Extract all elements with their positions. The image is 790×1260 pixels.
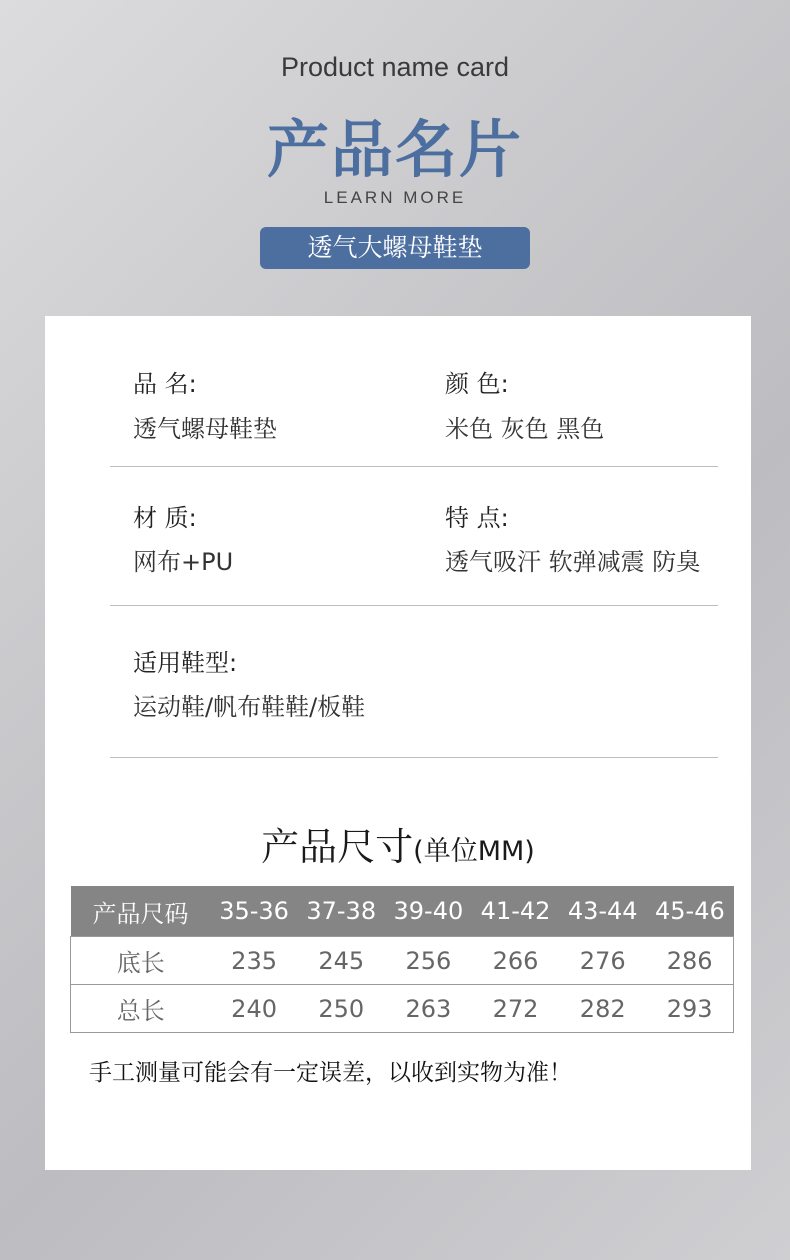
divider (110, 605, 718, 606)
divider (110, 757, 718, 758)
table-cell: 256 (385, 937, 472, 985)
size-section-title (45, 816, 751, 871)
size-unit-text: (单位MM) (413, 836, 535, 867)
color-label: 颜 色: (445, 370, 509, 398)
table-row (71, 937, 734, 985)
color-value: 米色 灰色 黑色 (445, 415, 605, 443)
table-header-cell: 37-38 (298, 886, 385, 937)
table-cell: 293 (646, 985, 733, 1033)
table-header-cell: 45-46 (646, 886, 733, 937)
learn-more-text: LEARN MORE (323, 188, 467, 207)
table-header-row (71, 886, 734, 937)
shoe-type-label: 适用鞋型: (133, 649, 238, 677)
table-cell: 286 (646, 937, 733, 985)
table-header-cell: 39-40 (385, 886, 472, 937)
size-title-text: 产品尺寸 (261, 825, 414, 869)
name-value: 透气螺母鞋垫 (133, 415, 277, 443)
feature-label: 特 点: (445, 504, 509, 532)
table-cell: 250 (298, 985, 385, 1033)
table-cell: 235 (211, 937, 298, 985)
table-cell: 276 (559, 937, 646, 985)
table-cell: 266 (472, 937, 559, 985)
product-badge: 透气大螺母鞋垫 (260, 227, 530, 269)
feature-value: 透气吸汗 软弹减震 防臭 (445, 548, 701, 576)
table-cell: 245 (298, 937, 385, 985)
measurement-note: 手工测量可能会有一定误差，以收到实物为准！ (89, 1060, 572, 1086)
table-cell: 240 (211, 985, 298, 1033)
size-table (70, 886, 734, 1033)
table-cell: 总长 (71, 985, 211, 1033)
table-header-cell: 41-42 (472, 886, 559, 937)
table-cell: 底长 (71, 937, 211, 985)
table-cell: 282 (559, 985, 646, 1033)
table-cell: 272 (472, 985, 559, 1033)
name-label: 品 名: (133, 370, 197, 398)
table-header-cell: 产品尺码 (71, 886, 211, 937)
material-label: 材 质: (133, 504, 197, 532)
table-row (71, 985, 734, 1033)
table-header-cell: 43-44 (559, 886, 646, 937)
divider (110, 466, 718, 467)
product-card (45, 316, 751, 1170)
table-cell: 263 (385, 985, 472, 1033)
shoe-type-value: 运动鞋/帆布鞋鞋/板鞋 (133, 693, 366, 721)
table-header-cell: 35-36 (211, 886, 298, 937)
header-chinese-title: 产品名片 (266, 113, 523, 186)
header-english-title: Product name card (280, 52, 510, 82)
material-value: 网布+PU (133, 548, 234, 576)
